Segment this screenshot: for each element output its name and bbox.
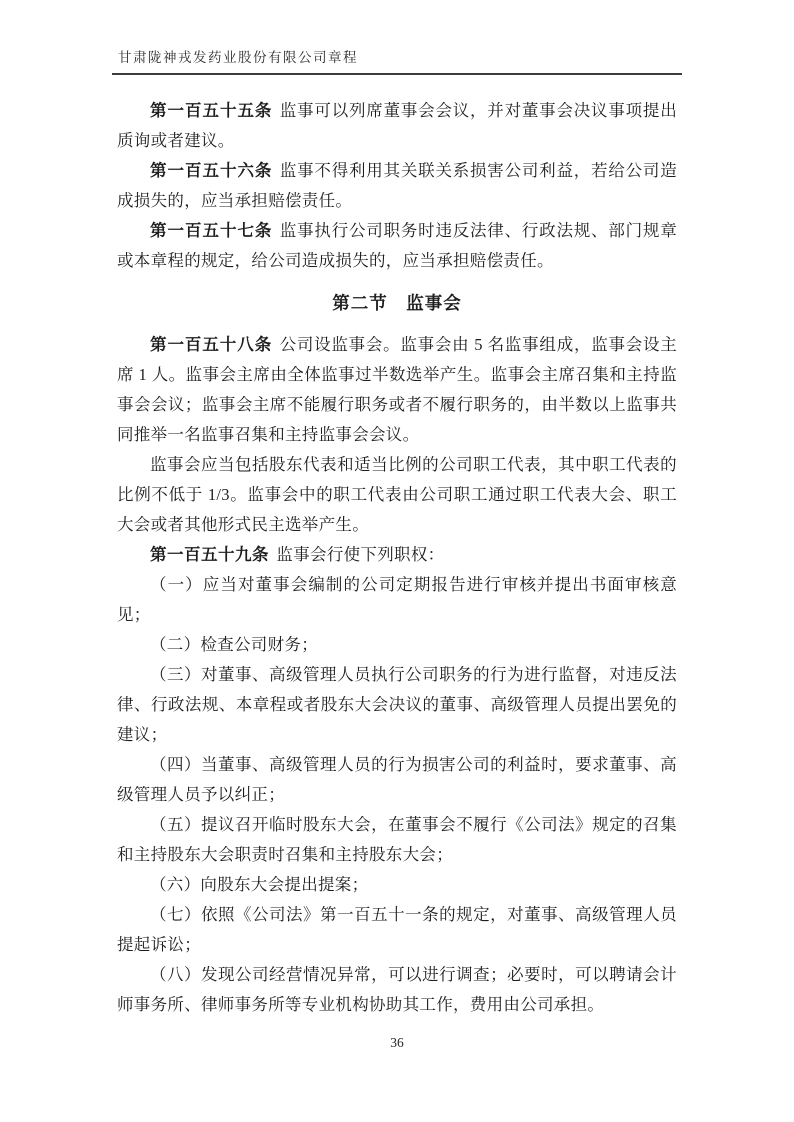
staff-representation-paragraph: 监事会应当包括股东代表和适当比例的公司职工代表，其中职工代表的比例不低于 1/3。监事会中的职工代表由公司职工通过职工代表大会、职工大会或者其他形式民主选举产生。 (117, 455, 677, 534)
article-156-text: 监事不得利用其关联关系损害公司利益，若给公司造成损失的，应当承担赔偿责任。 (117, 161, 677, 210)
article-156-number: 第一百五十六条 (150, 162, 273, 180)
article-158-number: 第一百五十八条 (150, 336, 273, 354)
article-157-paragraph (117, 216, 677, 276)
power-item-3: （三）对董事、高级管理人员执行公司职务的行为进行监督，对违反法律、行政法规、本章程或者股东大会决议的董事、高级管理人员提出罢免的建议； (117, 665, 677, 744)
document-body (117, 96, 677, 1020)
header-title: 甘肃陇神戎发药业股份有限公司章程 (118, 50, 358, 65)
page-header (112, 46, 682, 75)
article-155-number: 第一百五十五条 (150, 102, 273, 120)
article-158-text: 公司设监事会。监事会由 5 名监事组成，监事会设主席 1 人。监事会主席由全体监事过半数选举产生。监事会主席召集和主持监事会会议；监事会主席不能履行职务或者不履行职务的，由半数以上监事共同推举一名监事召集和主持监事会会议。 (117, 335, 678, 444)
power-item-7: （七）依照《公司法》第一百五十一条的规定，对董事、高级管理人员提起诉讼； (117, 905, 677, 954)
power-item-4: （四）当董事、高级管理人员的行为损害公司的利益时，要求董事、高级管理人员予以纠正； (117, 755, 677, 804)
power-item-6: （六）向股东大会提出提案； (150, 875, 369, 894)
article-159-paragraph (117, 540, 677, 570)
article-155-text: 监事可以列席董事会会议，并对董事会决议事项提出质询或者建议。 (117, 101, 677, 150)
header-rule (112, 73, 682, 75)
article-159-text: 监事会行使下列职权： (276, 545, 445, 564)
power-item-1: （一）应当对董事会编制的公司定期报告进行审核并提出书面审核意见； (117, 575, 677, 624)
article-159-number: 第一百五十九条 (150, 546, 269, 564)
power-item-8: （八）发现公司经营情况异常，可以进行调查；必要时，可以聘请会计师事务所、律师事务所等专业机构协助其工作，费用由公司承担。 (117, 965, 677, 1014)
article-155-paragraph (117, 96, 677, 156)
section-heading: 第二节 监事会 (332, 293, 462, 313)
power-item-5: （五）提议召开临时股东大会，在董事会不履行《公司法》规定的召集和主持股东大会职责时召集和主持股东大会； (117, 815, 677, 864)
article-158-paragraph (117, 330, 677, 450)
article-157-text: 监事执行公司职务时违反法律、行政法规、部门规章或本章程的规定，给公司造成损失的，应当承担赔偿责任。 (117, 221, 677, 270)
article-156-paragraph (117, 156, 677, 216)
page-number: 36 (390, 1035, 404, 1050)
power-item-2: （二）检查公司财务； (150, 635, 318, 654)
article-157-number: 第一百五十七条 (150, 222, 273, 240)
